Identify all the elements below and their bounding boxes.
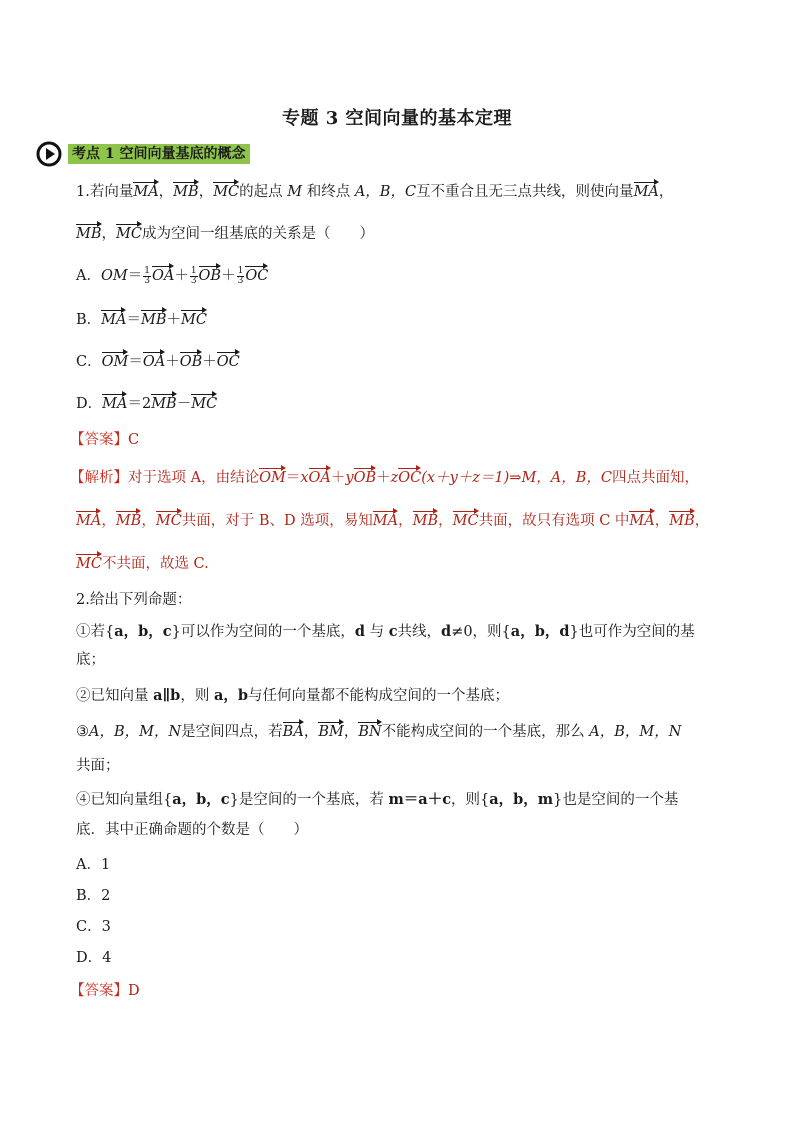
- q2-proposition-1: ①若{a，b，c}可以作为空间的一个基底，d 与 c共线，d≠0，则{a，b，d}也可作为空间的基: [76, 623, 695, 640]
- q2-proposition-1-cont: 底；: [76, 652, 105, 668]
- q1-stem-line-2: MB，MC成为空间一组基底的关系是（ ）: [76, 222, 374, 244]
- section-header: [36, 141, 250, 167]
- page-title: 专题 3 空间向量的基本定理: [281, 108, 513, 129]
- q2-proposition-3-cont: 共面；: [76, 758, 120, 774]
- q1-analysis-line-3: MC不共面，故选 C.: [76, 552, 209, 574]
- q2-answer: 【答案】D: [70, 983, 140, 999]
- q2-proposition-2: ②已知向量 a∥b，则 a，b与任何向量都不能构成空间的一个基底；: [76, 687, 509, 704]
- q1-option-a: A．OM＝ $\frac{1}{3}$ OA＋ $\frac{1}{3}$ OB＋ $\frac{1}{3}$ OC: [76, 265, 269, 286]
- q2-option-a: A．1: [76, 857, 111, 873]
- section-label: 考点 1 空间向量基底的概念: [68, 144, 250, 164]
- q2-proposition-3: ③A，B，M，N是空间四点，若BA，BM，BN不能构成空间的一个基底，那么 A，B，M，N: [76, 720, 681, 742]
- q2-option-b: B．2: [76, 888, 111, 904]
- q2-proposition-4-cont: 底．其中正确命题的个数是（ ）: [76, 822, 308, 838]
- q2-proposition-4: ④已知向量组{a，b，c}是空间的一个基底，若 m＝a＋c，则{a，b，m}也是空间的一个基: [76, 791, 679, 808]
- q1-analysis-line-1: 【解析】对于选项 A，由结论OM＝xOA＋yOB＋zOC(x＋y＋z＝1)⇒M，A，B，C四点共面知，: [70, 466, 699, 488]
- q2-option-c: C．3: [76, 919, 111, 935]
- q1-analysis-line-2: MA，MB，MC共面，对于 B、D 选项，易知MA，MB，MC共面，故只有选项 C 中MA，MB，: [76, 509, 709, 531]
- play-circle-icon: [36, 141, 62, 167]
- q1-option-b: B．MA＝MB＋MC: [76, 308, 207, 330]
- q1-option-c: C．OM＝OA＋OB＋OC: [76, 350, 240, 372]
- q1-answer: 【答案】C: [70, 432, 140, 448]
- q1-option-d: D．MA＝2MB－MC: [76, 392, 217, 414]
- q2-option-d: D．4: [76, 950, 112, 966]
- q2-intro: 2.给出下列命题：: [76, 592, 192, 608]
- q1-stem-line-1: 1.若向量MA，MB，MC的起点 M 和终点 A，B，C互不重合且无三点共线，则使向量MA，: [76, 180, 673, 202]
